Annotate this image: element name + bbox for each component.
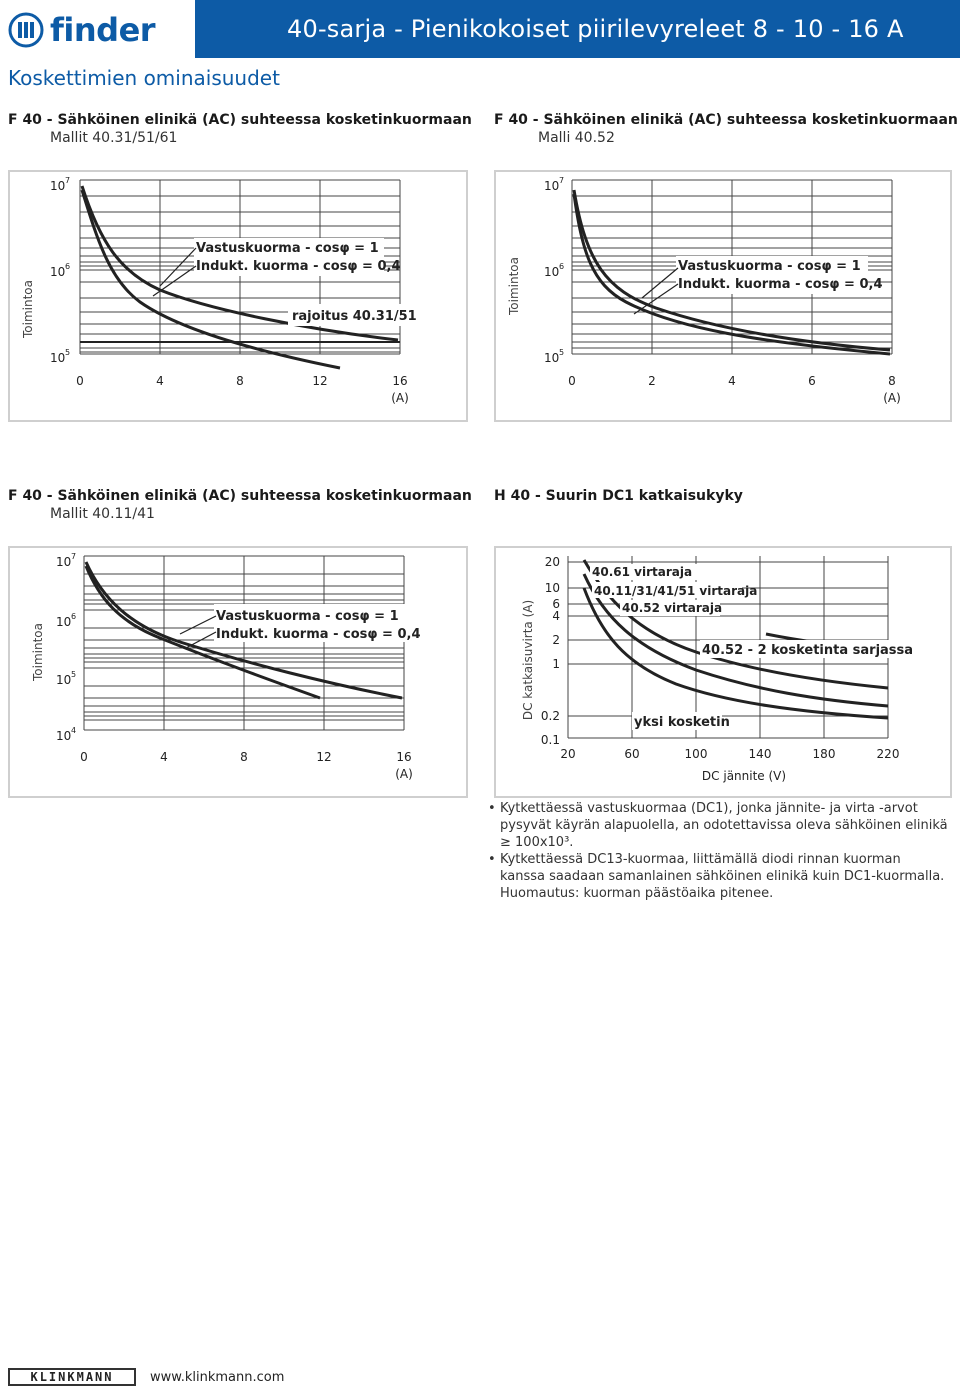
chart1-subtitle: Mallit 40.31/51/61 (50, 130, 178, 146)
chart3-frame (8, 546, 468, 798)
note-remark: Huomautus: kuorman päästöaika pitenee. (500, 886, 774, 901)
chart1 (10, 172, 466, 420)
svg-text:60: 60 (624, 747, 640, 761)
chart2-pointer (642, 268, 678, 298)
svg-text:(A): (A) (883, 391, 901, 405)
svg-text:6: 6 (71, 612, 77, 621)
svg-text:7: 7 (559, 176, 565, 185)
svg-text:20: 20 (544, 555, 560, 569)
chart3-pointer (180, 616, 216, 634)
chart1-xtick: 0 (76, 374, 84, 388)
svg-text:10: 10 (56, 673, 72, 687)
note-item: • Kytkettäessä vastuskuormaa (DC1), jonka jännite- ja virta -arvot pysyvät käyrän alapuolella, an odotettavissa oleva sähköinen elinikä ≥ 100x10³. (488, 800, 948, 851)
note-item: • Kytkettäessä DC13-kuormaa, liittämällä diodi rinnan kuorman kanssa saadaan samanlainen sähköinen elinikä kuin DC1-kuormalla. (488, 851, 948, 885)
svg-text:4: 4 (71, 726, 77, 735)
chart1-xtick: 16 (392, 374, 408, 388)
chart3-subtitle: Mallit 40.11/41 (50, 506, 155, 522)
chart1-xtick: 4 (156, 374, 164, 388)
chart2-legend-inductive: Indukt. kuorma - cosφ = 0,4 (678, 277, 883, 292)
chart4-label-single: yksi kosketin (634, 715, 730, 730)
svg-text:10: 10 (56, 555, 72, 569)
chart2-legend-resistive: Vastuskuorma - cosφ = 1 (678, 259, 861, 274)
chart1-frame (8, 170, 468, 422)
svg-text:4: 4 (728, 374, 736, 388)
svg-text:6: 6 (559, 262, 565, 271)
svg-text:1: 1 (552, 657, 560, 671)
chart4-xlabel: DC jännite (V) (701, 769, 787, 783)
chart4-label-40-61: 40.61 virtaraja (592, 565, 693, 579)
svg-text:5: 5 (71, 670, 77, 679)
svg-text:6: 6 (552, 597, 560, 611)
chart1-title: F 40 - Sähköinen elinikä (AC) suhteessa kosketinkuormaan (8, 112, 472, 128)
chart1-legend-inductive: Indukt. kuorma - cosφ = 0,4 (196, 259, 401, 274)
finder-logo (8, 8, 155, 52)
notes (488, 800, 948, 902)
svg-text:5: 5 (559, 348, 565, 357)
chart1-ytick-exp: 6 (65, 262, 71, 271)
chart3-legend-resistive: Vastuskuorma - cosφ = 1 (216, 609, 399, 624)
chart3-title: F 40 - Sähköinen elinikä (AC) suhteessa kosketinkuormaan (8, 488, 472, 504)
svg-text:180: 180 (812, 747, 836, 761)
chart1-ylabel: Toimintoa (21, 280, 35, 338)
section-title: Koskettimien ominaisuudet (8, 66, 280, 90)
svg-text:10: 10 (56, 615, 72, 629)
svg-text:2: 2 (552, 633, 560, 647)
chart2-frame (494, 170, 952, 422)
chart1-pointer (160, 248, 196, 286)
svg-text:0.1: 0.1 (540, 733, 560, 747)
svg-text:10: 10 (544, 179, 560, 193)
chart3-legend-inductive: Indukt. kuorma - cosφ = 0,4 (216, 627, 421, 642)
chart3-ylabel: Toimintoa (31, 623, 45, 681)
page-header (195, 0, 960, 58)
chart1-ytick: 10 (50, 351, 66, 365)
brand-name: finder (50, 11, 156, 49)
chart4-label-40-52: 40.52 virtaraja (622, 601, 723, 615)
svg-text:10: 10 (544, 581, 560, 595)
page-title: 40-sarja - Pienikokoiset piirilevyreleet 8 - 10 - 16 A (287, 15, 904, 43)
chart2 (496, 172, 950, 420)
chart1-ytick: 10 (50, 179, 66, 193)
svg-text:140: 140 (748, 747, 772, 761)
svg-text:4: 4 (160, 750, 168, 764)
chart4 (496, 548, 950, 796)
svg-text:0: 0 (568, 374, 576, 388)
svg-text:16: 16 (396, 750, 412, 764)
chart1-legend-resistive: Vastuskuorma - cosφ = 1 (196, 241, 379, 256)
chart2-subtitle: Malli 40.52 (538, 130, 615, 146)
chart1-limit-label: rajoitus 40.31/51 (292, 309, 417, 324)
svg-text:6: 6 (808, 374, 816, 388)
svg-text:10: 10 (544, 351, 560, 365)
svg-text:8: 8 (888, 374, 896, 388)
chart1-xtick: 8 (236, 374, 244, 388)
svg-text:20: 20 (560, 747, 576, 761)
chart2-title: F 40 - Sähköinen elinikä (AC) suhteessa kosketinkuormaan (494, 112, 958, 128)
svg-text:0.2: 0.2 (540, 709, 560, 723)
footer-url[interactable]: www.klinkmann.com (150, 1370, 285, 1385)
svg-text:0: 0 (80, 750, 88, 764)
chart4-frame (494, 546, 952, 798)
svg-text:100: 100 (684, 747, 708, 761)
chart1-ytick: 10 (50, 265, 66, 279)
chart2-ylabel: Toimintoa (507, 257, 521, 315)
svg-text:12: 12 (316, 750, 332, 764)
svg-text:7: 7 (71, 552, 77, 561)
chart1-xunit: (A) (391, 391, 409, 405)
svg-text:8: 8 (240, 750, 248, 764)
svg-text:10: 10 (56, 729, 72, 743)
chart4-label-series: 40.52 - 2 kosketinta sarjassa (702, 643, 914, 658)
svg-text:220: 220 (876, 747, 900, 761)
klinkmann-logo: KLINKMANN (8, 1368, 136, 1386)
chart4-title: H 40 - Suurin DC1 katkaisukyky (494, 488, 743, 504)
chart4-label-40-11: 40.11/31/41/51 virtaraja (594, 584, 758, 598)
svg-text:4: 4 (552, 609, 560, 623)
svg-text:2: 2 (648, 374, 656, 388)
chart3 (10, 548, 466, 796)
chart1-ytick-exp: 7 (65, 176, 71, 185)
svg-text:(A): (A) (395, 767, 413, 781)
finder-logo-icon (8, 12, 44, 48)
svg-text:10: 10 (544, 265, 560, 279)
chart1-ytick-exp: 5 (65, 348, 71, 357)
chart1-xtick: 12 (312, 374, 328, 388)
chart4-ylabel: DC katkaisuvirta (A) (521, 599, 535, 721)
